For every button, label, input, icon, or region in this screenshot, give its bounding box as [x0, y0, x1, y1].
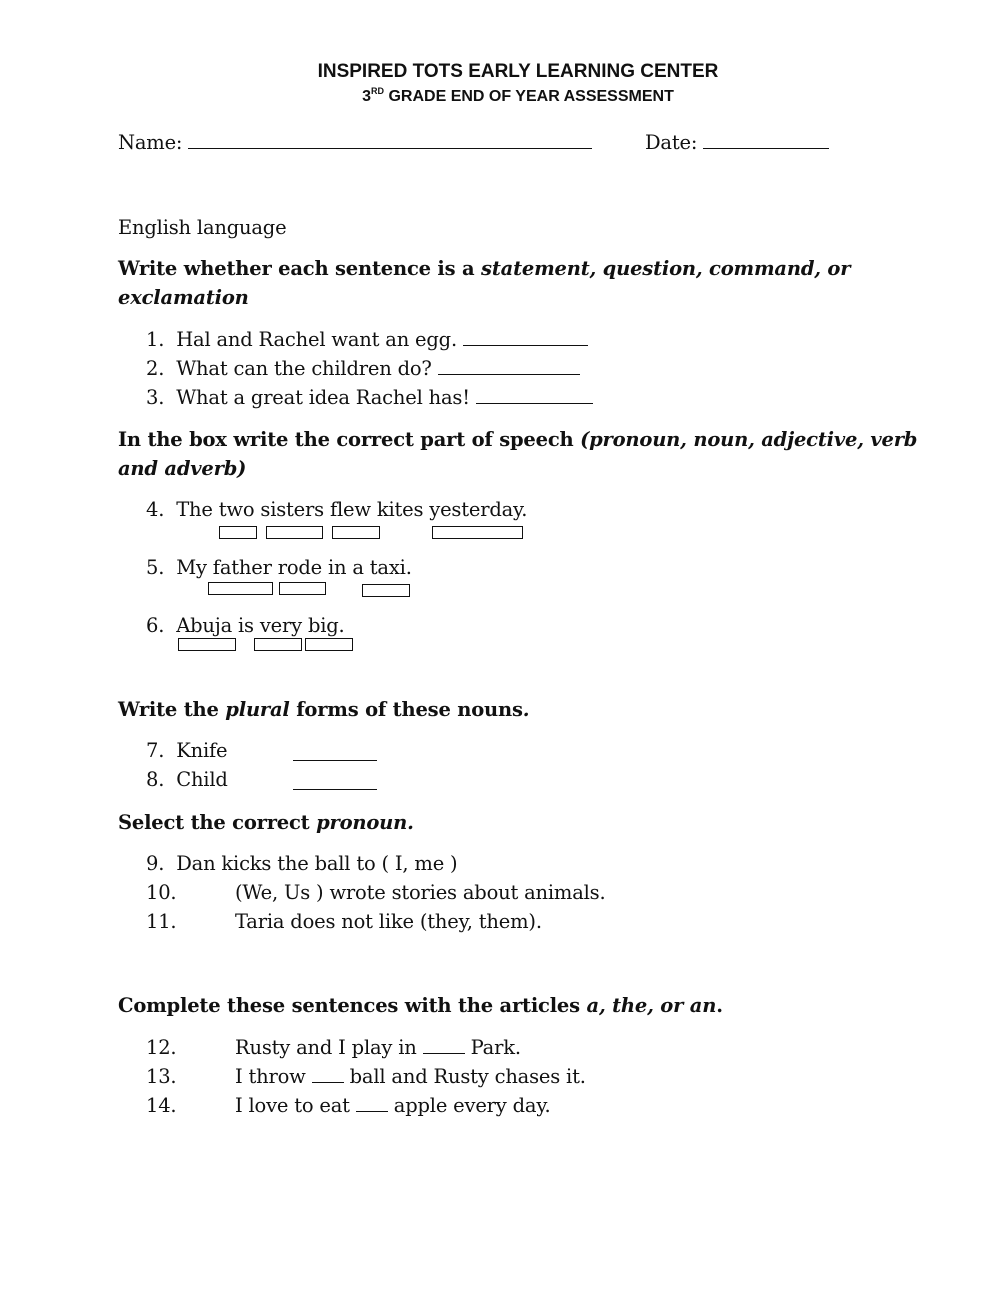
answer-blank[interactable]: [463, 344, 588, 346]
answer-box[interactable]: [332, 526, 380, 539]
section1-heading-line2: [118, 286, 249, 309]
item-text: What a great idea Rachel has!: [176, 386, 470, 409]
answer-box[interactable]: [279, 582, 326, 595]
section2-heading-emphasis: (pronoun, noun, adjective, verb: [580, 428, 918, 451]
section5-heading: [118, 994, 723, 1017]
list-item: [146, 852, 457, 875]
section3-heading-end: .: [522, 698, 530, 721]
item-text-after: apple every day.: [387, 1094, 551, 1117]
article-blank[interactable]: [312, 1081, 344, 1083]
item-text-after: ball and Rusty chases it.: [343, 1065, 586, 1088]
item-text: Knife: [176, 739, 228, 762]
item-number: 1.: [146, 328, 165, 351]
item-number: 7.: [146, 739, 165, 762]
list-item: [146, 768, 228, 791]
list-item: [146, 386, 593, 409]
item-text: What can the children do?: [176, 357, 432, 380]
answer-blank[interactable]: [293, 789, 377, 790]
section2-heading-line2: [118, 457, 246, 480]
list-item: 12.: [146, 1036, 177, 1059]
item-text: Dan kicks the ball to ( I, me ): [176, 852, 458, 875]
section4-heading-text: Select the correct: [118, 811, 317, 834]
section2-heading: [118, 428, 917, 451]
item-text-before: I throw: [235, 1065, 312, 1088]
article-blank[interactable]: [356, 1110, 388, 1112]
item-number: 9.: [146, 852, 165, 875]
item-number: 8.: [146, 768, 165, 791]
date-blank[interactable]: [703, 147, 829, 149]
answer-box[interactable]: [208, 582, 273, 595]
section2-heading-text: In the box write the correct part of speech: [118, 428, 581, 451]
item-number: 2.: [146, 357, 165, 380]
item-text: [235, 1065, 586, 1088]
list-item: [146, 739, 227, 762]
list-item: 11.: [146, 910, 177, 933]
section2-heading-emphasis-2: and adverb): [118, 457, 247, 480]
section4-heading: [118, 811, 414, 834]
section3-heading: [118, 698, 529, 721]
item-text-before: I love to eat: [235, 1094, 356, 1117]
answer-box[interactable]: [219, 526, 257, 539]
name-blank[interactable]: [188, 147, 592, 149]
item-text: Abuja is very big.: [176, 614, 345, 637]
list-item: [146, 357, 580, 380]
item-text-before: Rusty and I play in: [235, 1036, 423, 1059]
answer-box[interactable]: [266, 526, 323, 539]
assessment-subtitle: [0, 86, 1000, 106]
list-item: [146, 498, 527, 521]
list-item: [146, 556, 412, 579]
subject-label: English language: [118, 216, 287, 239]
section5-heading-end: .: [716, 994, 723, 1017]
item-text: [235, 1094, 551, 1117]
section5-heading-emphasis: a, the, or an: [586, 994, 717, 1017]
section1-heading: [118, 257, 850, 280]
assessment-title-text: GRADE END OF YEAR ASSESSMENT: [384, 88, 674, 105]
item-text: The two sisters flew kites yesterday.: [176, 498, 528, 521]
article-blank[interactable]: [423, 1052, 465, 1054]
item-number: 6.: [146, 614, 165, 637]
item-text: My father rode in a taxi.: [176, 556, 412, 579]
item-number: 5.: [146, 556, 165, 579]
section1-heading-text: Write whether each sentence is a: [118, 257, 482, 280]
grade-superscript: RD: [371, 86, 385, 96]
list-item: 13.: [146, 1065, 177, 1088]
answer-box[interactable]: [362, 584, 410, 597]
answer-box[interactable]: [178, 638, 236, 651]
name-label: Name:: [118, 131, 183, 154]
section4-heading-emphasis: pronoun.: [316, 811, 414, 834]
item-text: (We, Us ) wrote stories about animals.: [235, 881, 606, 904]
section1-heading-emphasis: statement, question, command, or: [481, 257, 851, 280]
grade-number: 3: [362, 88, 372, 105]
item-text: Child: [176, 768, 228, 791]
answer-blank[interactable]: [438, 373, 580, 375]
item-text: Taria does not like (they, them).: [235, 910, 542, 933]
answer-blank[interactable]: [476, 402, 593, 404]
list-item: 10.: [146, 881, 177, 904]
list-item: [146, 614, 345, 637]
section3-heading-text: Write the: [118, 698, 226, 721]
answer-box[interactable]: [305, 638, 353, 651]
list-item: [146, 328, 588, 351]
list-item: 14.: [146, 1094, 177, 1117]
item-number: 4.: [146, 498, 165, 521]
date-field: [645, 131, 829, 154]
answer-box[interactable]: [254, 638, 302, 651]
item-text: Hal and Rachel want an egg.: [176, 328, 457, 351]
item-number: 3.: [146, 386, 165, 409]
section3-heading-emphasis: plural: [225, 698, 290, 721]
section1-heading-emphasis-2: exclamation: [118, 286, 249, 309]
date-label: Date:: [645, 131, 698, 154]
item-text-after: Park.: [464, 1036, 521, 1059]
section5-heading-text: Complete these sentences with the articles: [118, 994, 587, 1017]
item-text: [235, 1036, 521, 1059]
answer-blank[interactable]: [293, 760, 377, 761]
answer-box[interactable]: [432, 526, 523, 539]
name-field: [118, 131, 592, 154]
school-title: INSPIRED TOTS EARLY LEARNING CENTER: [317, 61, 719, 82]
section3-heading-text-2: forms of these nouns: [289, 698, 523, 721]
